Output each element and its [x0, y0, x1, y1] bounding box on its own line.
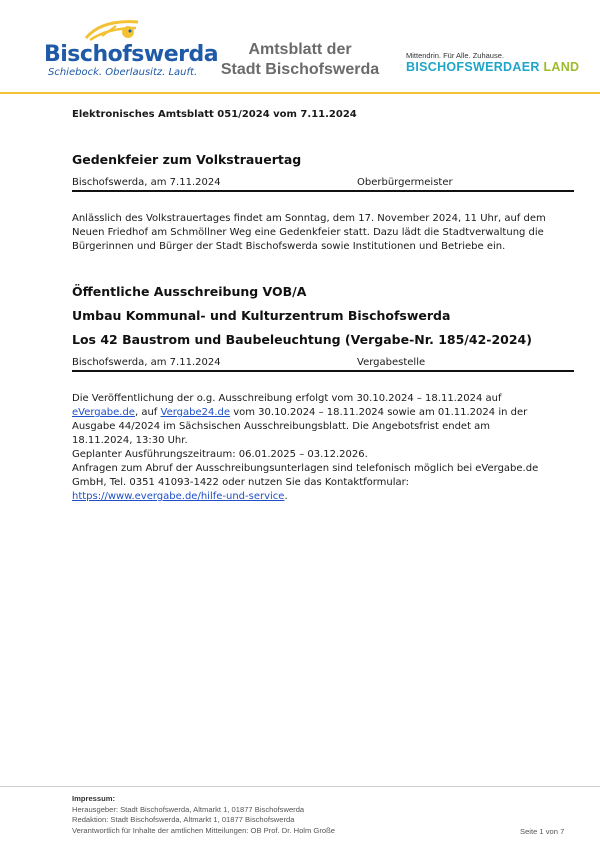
section-subheading-project: Umbau Kommunal- und Kulturzentrum Bischofswerda — [72, 308, 451, 323]
text: Die Veröffentlichung der o.g. Ausschreibung erfolgt vom 30.10.2024 – 18.11.2024 auf — [72, 393, 502, 404]
page-title — [210, 40, 390, 80]
text: Geplanter Ausführungszeitraum: 06.01.2025 – 03.12.2026. — [72, 449, 368, 460]
text: , auf — [134, 407, 161, 418]
footer-editor: Redaktion: Stadt Bischofswerda, Altmarkt 1, 01877 Bischofswerda — [72, 815, 295, 824]
footer-impressum: Impressum: Herausgeber: Stadt Bischofswerda, Altmarkt 1, 01877 Bischofswerda Redaktion: Stadt Bischofswerda, Altmarkt 1, 01877 Bischofswerda Verantwortlich für Inhalte der amtlichen Mitteilungen: OB Prof. Dr. Holm Große — [72, 794, 335, 835]
meta-divider — [72, 370, 574, 372]
section-meta — [72, 356, 574, 370]
section-heading-volkstrauertag: Gedenkfeier zum Volkstrauertag — [72, 152, 302, 167]
page-number: Seite 1 von 7 — [520, 827, 565, 836]
meta-divider — [72, 190, 574, 192]
paragraph — [72, 462, 552, 504]
author: Vergabestelle — [357, 357, 426, 368]
logo-wordmark: Bischofswerda — [44, 42, 219, 67]
vergabe24-link[interactable]: Vergabe24.de — [160, 407, 231, 418]
author: Oberbürgermeister — [357, 177, 453, 188]
contact-form-link[interactable]: https://www.evergabe.de/hilfe-und-service — [72, 491, 285, 502]
paragraph — [72, 392, 552, 462]
title-line-1: Amtsblatt der — [248, 41, 352, 58]
header-divider — [0, 92, 600, 94]
impressum-label: Impressum — [72, 794, 113, 803]
text: vom 30.10.2024 – 18.11.2024 sowie am 01.11.2024 in der Ausgabe 44/2024 im Sächsischen Ausschreibungsblatt. Die Angebotsfrist endet am 18.11.2024, 13:30 Uhr. — [72, 407, 528, 446]
issue-line: Elektronisches Amtsblatt 051/2024 vom 7.11.2024 — [72, 109, 357, 120]
section-heading-ausschreibung: Öffentliche Ausschreibung VOB/A — [72, 284, 307, 299]
region-name: BISCHOFSWERDAER — [406, 60, 540, 74]
section-subheading-lot: Los 42 Baustrom und Baubeleuchtung (Vergabe-Nr. 185/42-2024) — [72, 332, 532, 347]
footer-divider — [0, 786, 600, 787]
logo-bird-mark — [82, 18, 142, 44]
paragraph: Anlässlich des Volkstrauertages findet am Sonntag, dem 17. November 2024, 11 Uhr, auf dem Neuen Friedhof am Schmöllner Weg eine Gedenkfeier statt. Dazu lädt die Stadtverwaltung die Bürgerinnen und Bürger der Stadt Bischofswerda sowie Institutionen und Betriebe ein. — [72, 213, 546, 252]
section-meta — [72, 176, 574, 190]
footer-publisher: Herausgeber: Stadt Bischofswerda, Altmarkt 1, 01877 Bischofswerda — [72, 804, 305, 814]
place-date: Bischofswerda, am 7.11.2024 — [72, 357, 221, 368]
footer-responsible: Verantwortlich für Inhalte der amtlichen Mitteilungen: OB Prof. Dr. Holm Große — [72, 825, 335, 835]
region-logo — [406, 60, 579, 74]
region-land: LAND — [543, 60, 580, 74]
place-date: Bischofswerda, am 7.11.2024 — [72, 177, 221, 188]
text: Anfragen zum Abruf der Ausschreibungsunterlagen sind telefonisch möglich bei eVergabe.de GmbH, Tel. 0351 41093-1422 oder nutzen Sie das Kontaktformular: — [72, 463, 539, 488]
logo-tagline: Schiebock. Oberlausitz. Lauft. — [48, 67, 198, 78]
text: . — [284, 491, 288, 502]
region-slogan: Mittendrin. Für Alle. Zuhause. — [406, 51, 504, 60]
title-line-2: Stadt Bischofswerda — [220, 61, 380, 78]
evergabe-link[interactable]: eVergabe.de — [72, 407, 135, 418]
